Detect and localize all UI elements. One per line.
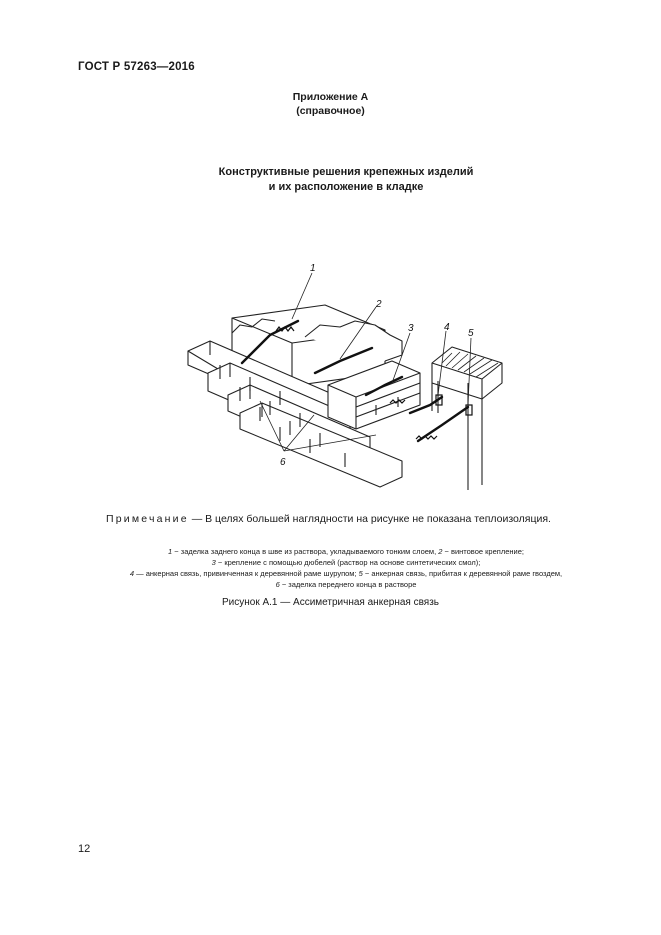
legend-text-2: − винтовое крепление; <box>442 547 524 556</box>
legend-line-2 <box>0 557 661 569</box>
appendix-subtitle: (справочное) <box>296 105 365 117</box>
callout-3: 3 <box>408 323 414 334</box>
legend-text-5: − анкерная связь, прибитая к деревянной раме гвоздем, <box>362 569 563 578</box>
note-text: В целях большей наглядности на рисунке не показана теплоизоляция. <box>205 513 551 525</box>
figure-caption: Рисунок А.1 — Ассиметричная анкерная связь <box>221 597 440 608</box>
callout-2: 2 <box>376 299 382 310</box>
page-number: 12 <box>78 843 91 855</box>
callout-1: 1 <box>310 263 316 274</box>
anchor-tie-figure <box>180 255 510 505</box>
note-label: Примечание <box>106 513 189 525</box>
legend-num-4: 4 <box>129 569 135 578</box>
figure-note <box>106 513 551 525</box>
legend-line-1 <box>0 546 661 558</box>
legend-line-3 <box>0 568 661 580</box>
legend-line-4 <box>0 579 661 591</box>
legend-text-6: − заделка переднего конца в растворе <box>279 580 417 589</box>
legend-num-1: 1 <box>168 547 173 556</box>
note-dash: — <box>191 513 203 525</box>
legend-text-1: − заделка заднего конца в шве из раствора, укладываемого тонким слоем, <box>172 547 439 556</box>
callout-4: 4 <box>444 322 450 333</box>
legend-num-3: 3 <box>211 558 216 567</box>
callout-5: 5 <box>468 328 474 339</box>
legend-num-5: 5 <box>358 569 363 578</box>
appendix-title: Приложение А <box>292 91 369 103</box>
legend-num-2: 2 <box>438 547 443 556</box>
legend-text-3: − крепление с помощью дюбелей (раствор на основе синтетических смол); <box>215 558 481 567</box>
callout-6: 6 <box>280 457 286 468</box>
standard-number: ГОСТ Р 57263—2016 <box>78 61 195 73</box>
section-title-line2: и их расположение в кладке <box>268 181 424 193</box>
legend-num-6: 6 <box>275 580 280 589</box>
legend-text-4: — анкерная связь, привинченная к деревянной раме шурупом; <box>134 569 359 578</box>
section-title-line1: Конструктивные решения крепежных изделий <box>218 166 474 178</box>
